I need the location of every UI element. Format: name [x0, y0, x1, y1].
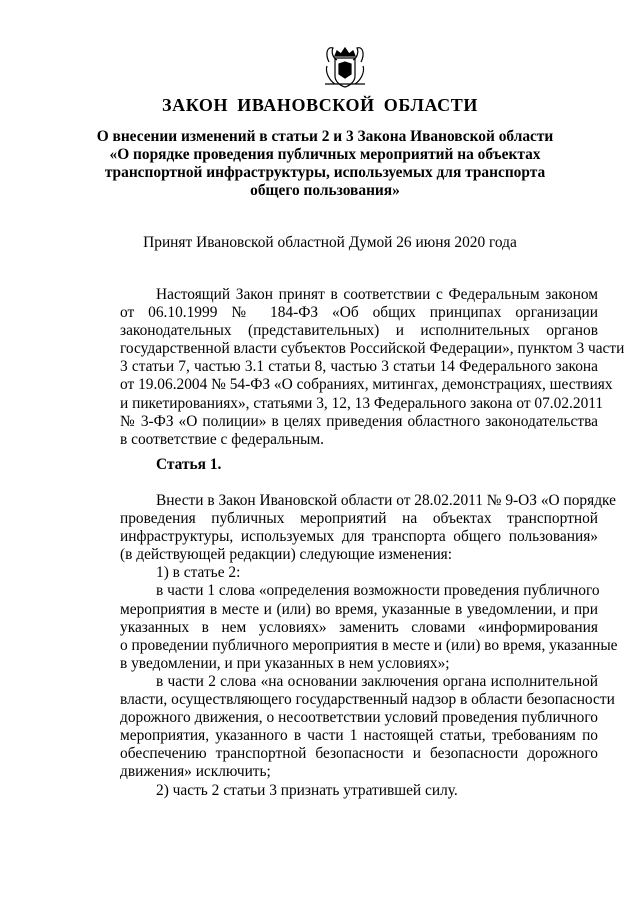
article-body	[120, 492, 618, 800]
text-line: обеспечению транспортной безопасности и безопасности дорожного	[120, 745, 598, 763]
text-line: мероприятия, указанного в части 1 настоящей статьи, требованиям по	[120, 727, 598, 745]
text-line: от 06.10.1999 № 184-ФЗ «Об общих принципах организации	[120, 304, 598, 322]
coat-of-arms-icon	[319, 40, 371, 92]
text-line: № 3-ФЗ «О полиции» в целях приведения областного законодательства	[120, 412, 598, 430]
subtitle-line: общего пользования»	[250, 182, 400, 199]
text-line: дорожного движения, о несоответствии условий проведения публичного	[120, 709, 598, 727]
text-line: (в действующей редакции) следующие изменения:	[120, 546, 453, 564]
text-line: о проведении публичного мероприятия в месте и (или) во время, указанные	[120, 636, 618, 654]
text-line: проведения публичных мероприятий на объектах транспортной	[120, 510, 598, 528]
text-line: от 19.06.2004 № 54-ФЗ «О собраниях, митингах, демонстрациях, шествиях	[120, 376, 613, 394]
text-line: в соответствие с федеральным.	[120, 430, 324, 448]
law-subtitle	[80, 128, 570, 200]
text-line: в части 1 слова «определения возможности проведения публичного	[156, 582, 600, 600]
text-line: в уведомлении, и при указанных в нем условиях»;	[120, 654, 450, 672]
subtitle-line: транспортной инфраструктуры, используемых для транспорта	[104, 164, 546, 181]
text-line: движения» исключить;	[120, 763, 271, 781]
text-line: мероприятия в месте и (или) во время, указанные в уведомлении, и при	[120, 600, 598, 618]
text-line: Внести в Закон Ивановской области от 28.02.2011 № 9-ОЗ «О порядке	[156, 492, 616, 509]
text-line: 3 статьи 7, частью 3.1 статьи 8, частью 3 статьи 14 Федерального закона	[120, 358, 598, 376]
text-line: инфраструктуры, используемых для транспорта общего пользования»	[120, 528, 598, 546]
law-title: ЗАКОН ИВАНОВСКОЙ ОБЛАСТИ	[162, 95, 478, 115]
text-line: Настоящий Закон принят в соответствии с Федеральным законом	[156, 286, 598, 303]
article-heading: Статья 1.	[156, 456, 222, 473]
subtitle-line: «О порядке проведения публичных мероприятий на объектах	[109, 146, 541, 163]
text-line: власти, осуществляющего государственный надзор в области безопасности	[120, 691, 615, 709]
text-line: 2) часть 2 статьи 3 признать утратившей силу.	[156, 781, 458, 799]
text-line: государственной власти субъектов Российской Федерации», пунктом 3 части	[120, 340, 625, 358]
text-line: в части 2 слова «на основании заключения органа исполнительной	[156, 672, 598, 690]
text-line: 1) в статье 2:	[156, 564, 241, 582]
subtitle-line: О внесении изменений в статьи 2 и 3 Закона Ивановской области	[96, 128, 554, 145]
text-line: законодательных (представительных) и исполнительных органов	[120, 322, 598, 340]
preamble-paragraph	[120, 286, 625, 449]
adoption-note: Принят Ивановской областной Думой 26 июня 2020 года	[143, 234, 517, 251]
text-line: указанных в нем условиях» заменить словами «информирования	[120, 618, 598, 636]
text-line: и пикетированиях», статьями 3, 12, 13 Федерального закона от 07.02.2011	[120, 394, 604, 412]
